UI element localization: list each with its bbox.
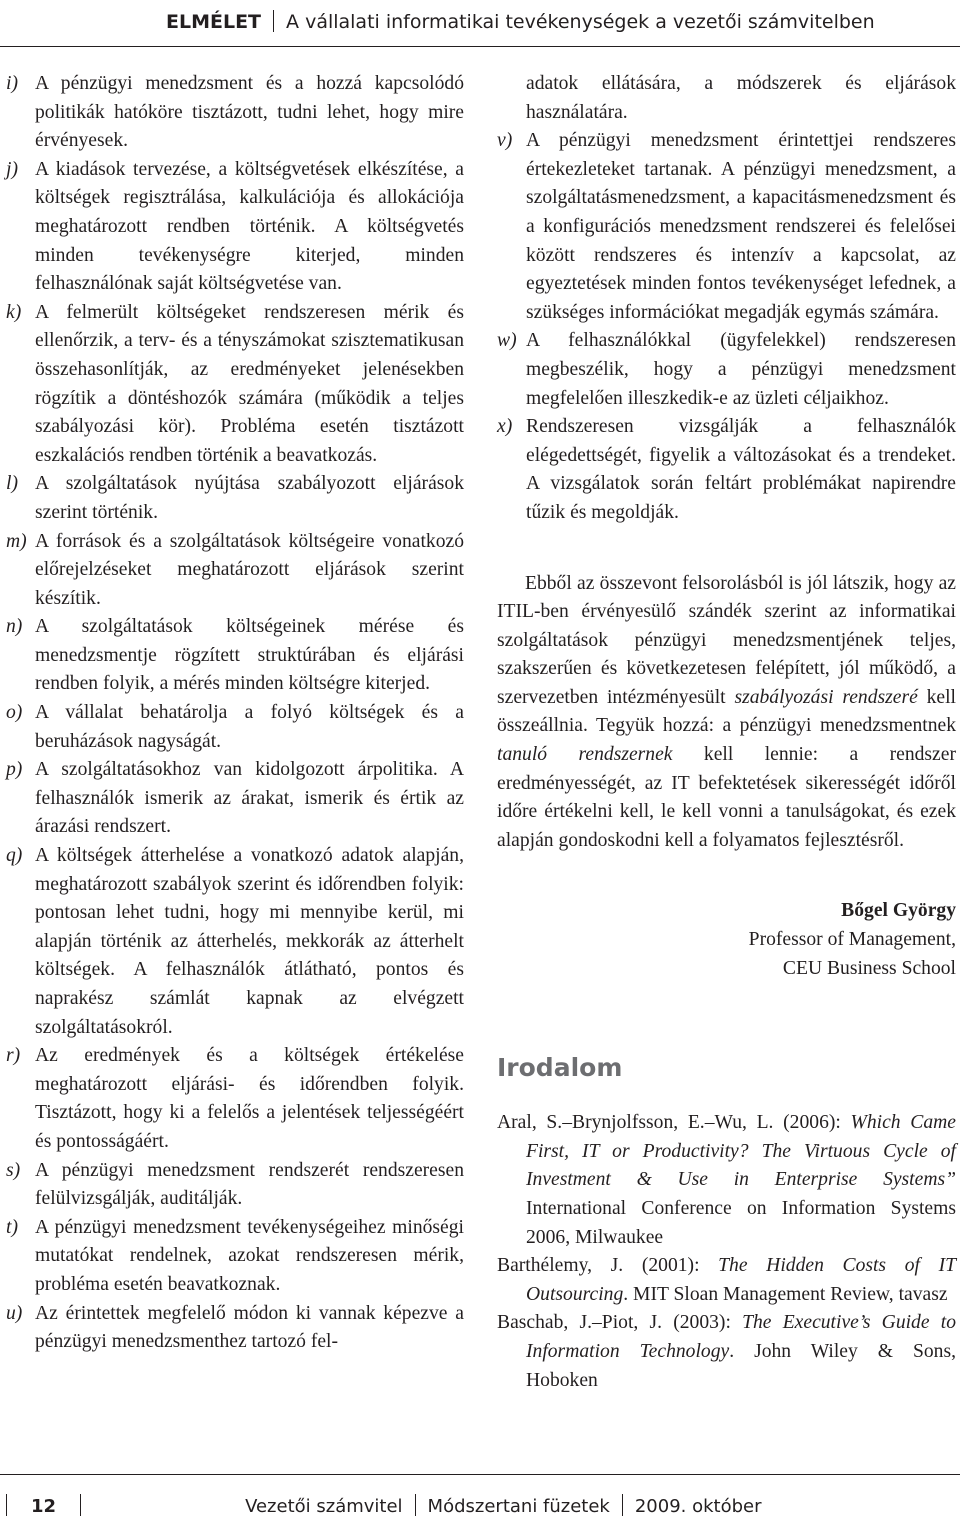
list-item — [6, 299, 464, 471]
reference-authors: Aral, S.–Brynjolfsson, E.–Wu, L. (2006): — [497, 1112, 851, 1134]
reference-authors: Barthélemy, J. (2001): — [497, 1255, 719, 1277]
reference-source: . MIT Sloan Management Review, tavasz — [623, 1283, 948, 1305]
item-text: A pénzügyi menedzsment tevékenységeihez minőségi mutatókat rendelnek, azokat rendszeresen mérik, probléma esetén beavatkoznak. — [35, 1216, 464, 1295]
conclusion-emphasis: tanuló rendszernek — [497, 744, 673, 766]
item-text: A pénzügyi menedzsment érintettjei rendszeres értekezleteket tartanak. A pénzügyi menedzsment, a szolgáltatásmenedzsment, a kapacitásmenedzsment és a konfigurációs menedzsment rendszerei és felelősei között rendszeres és intenzív a kapcsolat, az egyeztetések minden fontos tevékenységet lefednek, a szükséges információkat megadják egymás számára. — [526, 130, 956, 323]
item-label: n) — [6, 616, 23, 638]
item-text: A pénzügyi menedzsment és a hozzá kapcsolódó politikák hatóköre tisztázott, tudni lehet, hogy mire érvényesek. — [35, 73, 464, 152]
item-text: A szolgáltatások költségeinek mérése és menedzsmentje rögzített struktúrában és eljárási rendben folyik, a mérés minden költségre kiterjed. — [35, 616, 464, 695]
item-label: o) — [6, 702, 23, 724]
list-item — [497, 327, 956, 413]
reference-item — [497, 1309, 956, 1395]
item-label: u) — [6, 1302, 23, 1324]
item-text: A pénzügyi menedzsment rendszerét rendszeresen felülvizsgálják, auditálják. — [35, 1159, 464, 1210]
footer-separator — [80, 1494, 81, 1516]
item-label: x) — [497, 416, 513, 438]
list-item — [6, 528, 464, 614]
item-text: A kiadások tervezése, a költségvetések elkészítése, a költségek regisztrálása, kalkulációja és allokációja meghatározott rendben történik. A költségvetés minden tevékenységre kiterjed, minden felhasználónak saját költségvetése van. — [35, 158, 464, 295]
item-text: Az érintettek megfelelő módon ki vannak képezve a pénzügyi menedzsmenthez tartozó fel- — [35, 1302, 464, 1353]
journal-name: Vezetői számvitel — [245, 1496, 403, 1517]
item-text: A szolgáltatásokhoz van kidolgozott árpolitika. A felhasználók ismerik az árakat, ismerik és értik az árazási rendszert. — [35, 759, 464, 838]
reference-title: Which Came First, IT or Productivity? The Virtuous Cycle of Investment & Use in Enterprise Systems” — [526, 1112, 956, 1191]
header-separator — [273, 10, 274, 32]
item-text: A források és a szolgáltatások költségeire vonatkozó előrejelzéseket meghatározott eljárások szerint készítik. — [35, 530, 464, 609]
list-item — [497, 127, 956, 327]
references-list — [497, 1109, 956, 1395]
footer-separator — [6, 1494, 7, 1516]
conclusion-paragraph — [497, 570, 956, 856]
reference-source: International Conference on Information Systems 2006, Milwaukee — [526, 1198, 956, 1248]
section-label: ELMÉLET — [166, 11, 262, 33]
item-label: m) — [6, 530, 27, 552]
list-item — [6, 470, 464, 527]
item-label: s) — [6, 1159, 21, 1181]
item-text: A felmerült költségeket rendszeresen mérik és ellenőrzik, a terv- és a tényszámokat szisztematikusan összehasonlítják, az eredményeket jelenésekben rögzítik a döntéshozók számára (működik a teljes szabályozási kör). Probléma esetén tisztázott eszkalációs rendben történik a beavatkozás. — [35, 301, 464, 466]
list-item — [6, 1042, 464, 1156]
item-text: A felhasználókkal (ügyfelekkel) rendszeresen megbeszélik, hogy a pénzügyi menedzsment megfelelően illeszkedik-e az üzleti céljaikhoz. — [526, 330, 956, 409]
reference-item — [497, 1109, 956, 1252]
list-item — [6, 613, 464, 699]
running-footer — [6, 1494, 762, 1517]
author-title: Professor of Management, — [748, 929, 956, 951]
item-text: Rendszeresen vizsgálják a felhasználók elégedettségét, figyelik a változásokat és a trendeket. A vizsgálatok során feltárt problémákat napirendre tűzik és megoldják. — [526, 416, 956, 523]
conclusion-text: Ebből az összevont felsorolásból is jól látszik, hogy az ITIL-ben érvényesülő szándék szerint az informatikai szolgáltatások pénzügyi menedzsmentjének teljes, szakszerűen és következetesen felépített, jól működő, a szervezetben intézményesült — [497, 572, 956, 708]
author-name: Bőgel György — [841, 900, 956, 922]
item-label: w) — [497, 330, 517, 352]
reference-source: . John Wiley & Sons, Hoboken — [526, 1340, 956, 1391]
list-item — [6, 156, 464, 299]
reference-item — [497, 1252, 956, 1309]
item-label: i) — [6, 73, 18, 94]
list-item — [6, 1214, 464, 1300]
reference-title: The Hidden Costs of IT Outsourcing — [526, 1255, 956, 1305]
item-text: adatok ellátására, a módszerek és eljárások használatára. — [526, 73, 956, 123]
reference-authors: Baschab, J.–Piot, J. (2003): — [497, 1312, 743, 1334]
right-column — [497, 70, 956, 1395]
item-text: Az eredmények és a költségek értékelése meghatározott eljárási- és időrendben folyik. Tisztázott, hogy ki a felelős a jelentések teljességéért és pontosságáért. — [35, 1045, 464, 1152]
list-item — [497, 413, 956, 527]
item-label: v) — [497, 130, 513, 152]
footer-rule — [0, 1474, 960, 1475]
item-label: t) — [6, 1216, 18, 1238]
list-item — [6, 699, 464, 756]
list-item — [6, 1300, 464, 1357]
item-label: p) — [6, 759, 23, 781]
series-name: Módszertani füzetek — [427, 1496, 610, 1517]
item-label: j) — [6, 158, 18, 180]
list-item — [6, 756, 464, 842]
item-label: l) — [6, 473, 18, 495]
item-label: k) — [6, 301, 22, 323]
item-text: A vállalat behatárolja a folyó költségek és a beruházások nagyságát. — [35, 702, 464, 752]
list-item-continuation — [497, 70, 956, 127]
reference-title: The Executive’s Guide to Information Technology — [526, 1312, 956, 1362]
footer-separator — [415, 1494, 416, 1516]
author-affiliation: CEU Business School — [782, 957, 956, 979]
item-label: r) — [6, 1045, 21, 1067]
list-item — [6, 1157, 464, 1214]
left-column — [6, 70, 464, 1357]
footer-separator — [622, 1494, 623, 1516]
list-item — [6, 70, 464, 156]
list-item — [6, 842, 464, 1042]
references-heading: Irodalom — [497, 1053, 623, 1083]
issue-date: 2009. október — [634, 1496, 762, 1517]
conclusion-text: kell összeállnia. Tegyük hozzá: a pénzügyi menedzsmentnek — [497, 686, 957, 737]
header-title: A vállalati informatikai tevékenységek a vezetői számvitelben — [286, 11, 875, 33]
item-label: q) — [6, 845, 23, 867]
conclusion-emphasis: szabályozási rendszeré — [734, 686, 918, 708]
author-signature — [497, 897, 956, 983]
conclusion-text: kell lennie: a rendszer eredményességét, az IT befektetések sikerességét időről időre értékelni kell, le kell vonni a tanulságokat, és ezek alapján gondoskodni kell a folyamatos fejlesztésről. — [497, 744, 956, 851]
item-text: A szolgáltatások nyújtása szabályozott eljárások szerint történik. — [35, 473, 464, 523]
running-header — [166, 10, 875, 33]
page-number: 12 — [31, 1496, 57, 1517]
header-rule — [0, 46, 960, 47]
item-text: A költségek átterhelése a vonatkozó adatok alapján, meghatározott szabályok szerint és időrendben folyik: pontosan lehet tudni, hogy mi mennyibe kerül, mi alapján történik az átterhelés, mekkorák az átterhelt költségek. A felhasználók átlátható, pontos és naprakész számlát kapnak az elvégzett szolgáltatásokról. — [35, 845, 464, 1038]
